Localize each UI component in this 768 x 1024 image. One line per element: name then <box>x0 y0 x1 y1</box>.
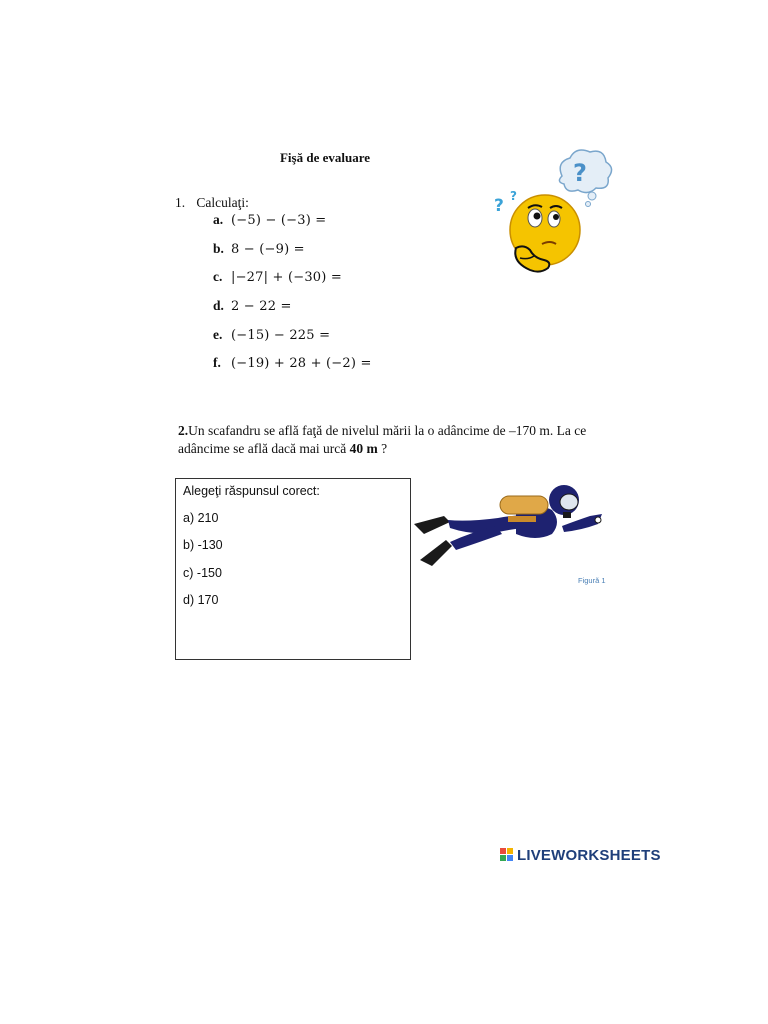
option-label: d) <box>183 593 195 607</box>
exercise-list <box>213 210 372 382</box>
option-value: -130 <box>197 538 223 552</box>
thinking-smiley-image <box>490 148 615 273</box>
answer-box <box>175 478 411 660</box>
question-2-text: Un scafandru se află faţă de nivelul mării la o adâncime de –170 m. La ce adâncime se află dacă mai urcă <box>178 423 587 456</box>
item-expression: (−15) − 225 = <box>231 327 331 343</box>
question-1 <box>175 195 249 211</box>
question-2-number: 2. <box>178 423 189 438</box>
air-tank-icon <box>500 496 548 514</box>
answer-option-d[interactable] <box>183 593 218 607</box>
question-1-number: 1. <box>175 195 186 210</box>
svg-text:?: ? <box>494 196 504 216</box>
thought-bubble-icon <box>559 150 611 207</box>
list-item <box>213 239 372 268</box>
question-1-prompt: Calculaţi: <box>196 195 249 210</box>
item-letter: f. <box>213 355 221 371</box>
list-item <box>213 325 372 354</box>
option-label: c) <box>183 566 194 580</box>
list-item <box>213 267 372 296</box>
item-letter: e. <box>213 326 223 342</box>
smiley-face-icon <box>510 195 580 272</box>
option-label: b) <box>183 538 195 552</box>
item-letter: b. <box>213 240 224 256</box>
brand-name: LIVEWORKSHEETS <box>517 846 661 864</box>
option-value: 170 <box>197 593 219 607</box>
option-value: 210 <box>197 511 219 525</box>
item-letter: a. <box>213 212 224 227</box>
item-expression: |−27| + (−30) = <box>231 270 342 286</box>
question-2 <box>178 422 618 457</box>
svg-text:?: ? <box>510 189 517 203</box>
list-item <box>213 296 372 325</box>
answer-box-header: Alegeţi răspunsul corect: <box>183 484 320 498</box>
item-expression: 8 − (−9) = <box>231 241 305 257</box>
answer-option-b[interactable] <box>183 538 223 552</box>
brand-logo[interactable] <box>500 845 661 865</box>
item-expression: (−19) + 28 + (−2) = <box>231 356 372 372</box>
option-value: -150 <box>196 566 222 580</box>
scuba-diver-image <box>412 476 607 568</box>
option-label: a) <box>183 511 195 525</box>
item-letter: c. <box>213 269 223 285</box>
page-title: Fişă de evaluare <box>279 150 371 165</box>
svg-text:?: ? <box>573 159 587 187</box>
flippers-icon <box>414 516 452 566</box>
question-2-end: ? <box>377 440 388 456</box>
figure-caption: Figură 1 <box>578 576 606 585</box>
answer-option-c[interactable] <box>183 566 222 580</box>
belt-icon <box>508 516 536 522</box>
liveworksheets-logo-icon <box>500 848 514 862</box>
list-item <box>213 353 372 382</box>
item-letter: d. <box>213 298 224 314</box>
question-2-emphasis: 40 m <box>349 440 378 456</box>
list-item <box>213 210 372 239</box>
item-expression: (−5) − (−3) = <box>231 213 327 228</box>
answer-option-a[interactable] <box>183 511 218 525</box>
question-marks-icon <box>494 189 517 216</box>
item-expression: 2 − 22 = <box>231 299 292 315</box>
